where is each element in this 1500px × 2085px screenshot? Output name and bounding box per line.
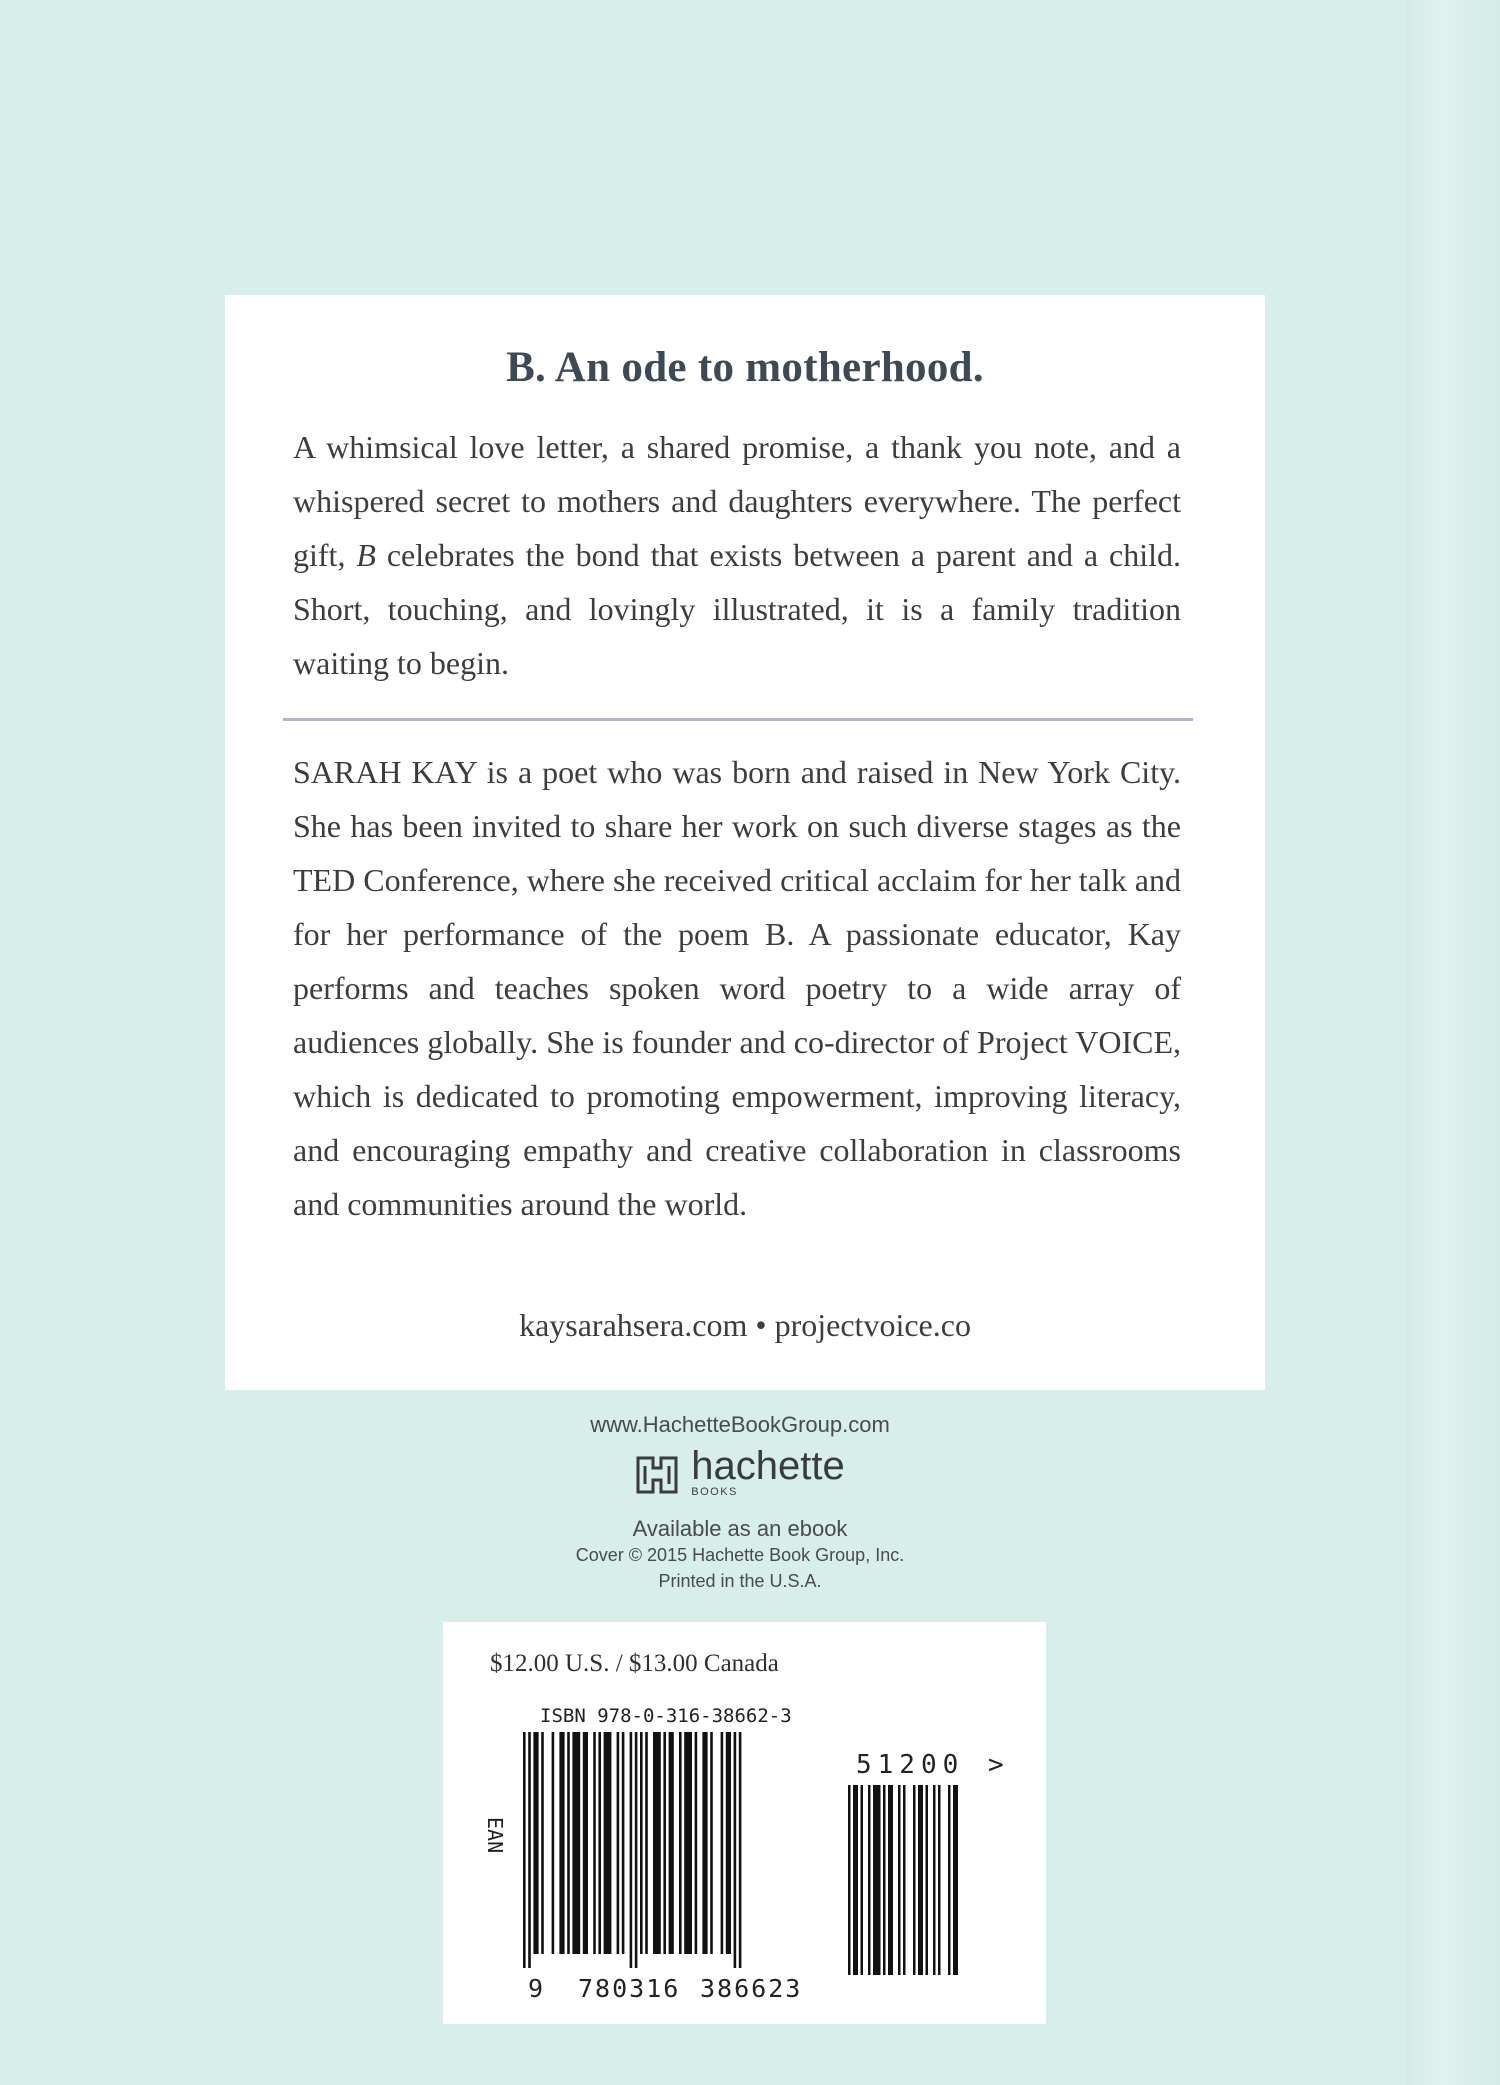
barcode-bar: [604, 1732, 612, 1954]
barcode-bar: [848, 1785, 851, 1975]
barcode-panel: [443, 1622, 1046, 2024]
barcode-bar: [695, 1732, 698, 1954]
barcode-bar: [926, 1785, 929, 1975]
logo-wordmark: hachette: [691, 1444, 845, 1488]
author-bio: SARAH KAY is a poet who was born and raised in New York City. She has been invited to share her work on such diverse stages as the TED Conference, where she received critical acclaim for her talk and for her performance of the poem B. A passionate educator, Kay performs and teaches spoken word poetry to a wide array of audiences globally. She is founder and co-director of Project VOICE, which is dedicated to promoting empowerment, improving literacy, and encouraging empathy and creative collaboration in classrooms and communities around the world.: [293, 754, 1181, 1222]
publisher-block: [480, 1412, 1000, 1594]
barcode-bar: [635, 1732, 638, 1968]
barcode-bar: [653, 1732, 661, 1954]
barcode-bar: [853, 1785, 858, 1975]
price-addon-barcode: [848, 1785, 968, 1980]
price-label: $12.00 U.S. / $13.00 Canada: [490, 1650, 779, 1677]
barcode-bar: [868, 1785, 871, 1975]
barcode-bar: [721, 1732, 724, 1954]
barcode-bar: [938, 1785, 941, 1975]
logo-subtitle: BOOKS: [691, 1486, 738, 1498]
barcode-bar: [552, 1732, 555, 1954]
barcode-bar: [567, 1732, 570, 1954]
barcode-bar: [898, 1785, 901, 1975]
barcode-bar: [583, 1732, 588, 1954]
barcode-bar: [702, 1732, 707, 1954]
barcode-bar: [559, 1732, 564, 1954]
copyright-line: Cover © 2015 Hachette Book Group, Inc.: [575, 1545, 905, 1565]
barcode-bar: [888, 1785, 893, 1975]
barcode-bar: [523, 1732, 526, 1968]
barcode-bar: [734, 1732, 737, 1968]
ebook-note: Available as an ebook: [632, 1516, 848, 1541]
publisher-url: www.HachetteBookGroup.com: [590, 1412, 890, 1437]
barcode-bar: [593, 1732, 596, 1954]
barcode-bar: [679, 1732, 682, 1954]
addon-digits: 51200: [856, 1750, 965, 1780]
barcode-bar: [883, 1785, 886, 1975]
blurb-book-title: B: [356, 537, 376, 573]
blurb-text-end: celebrates the bond that exists between a parent and a child. Short, touching, and lovingly illustrated, it is a family tradition waiting to begin.: [293, 537, 1182, 681]
barcode-left-digits: 780316: [578, 1974, 681, 2003]
printed-line: Printed in the U.S.A.: [658, 1571, 822, 1591]
ean-label: EAN: [483, 1817, 507, 1854]
barcode-bar: [918, 1785, 923, 1975]
author-websites: kaysarahsera.com • projectvoice.co: [519, 1307, 971, 1343]
barcode-bar: [953, 1785, 958, 1975]
barcode-bar: [726, 1732, 731, 1954]
barcode-bar: [663, 1732, 666, 1954]
isbn-label: ISBN 978-0-316-38662-3: [540, 1705, 792, 1727]
barcode-bar: [710, 1732, 713, 1954]
barcode-right-digits: 386623: [700, 1974, 803, 2003]
barcode-bar: [861, 1785, 864, 1975]
description-panel: [225, 295, 1265, 1390]
barcode-bar: [572, 1732, 580, 1954]
barcode-bar: [873, 1785, 881, 1975]
barcode-bar: [913, 1785, 916, 1975]
barcode-bar: [630, 1732, 633, 1968]
barcode-bar: [640, 1732, 643, 1954]
barcode-bar: [598, 1732, 601, 1954]
barcode-lead-digit: 9: [528, 1974, 546, 2003]
section-divider: [283, 718, 1193, 721]
blurb-text-start: A whimsical love letter, a shared promise, a thank you note, and a whispered secret to mothers and daughters everywhere. The perfect gift,: [293, 429, 1181, 573]
isbn-barcode: [523, 1732, 795, 1972]
barcode-bar: [622, 1732, 625, 1954]
barcode-bar: [645, 1732, 648, 1954]
barcode-bar: [528, 1732, 531, 1968]
cover-spine-edge: [1405, 0, 1500, 2085]
barcode-bar: [541, 1732, 544, 1954]
barcode-bar: [617, 1732, 620, 1954]
hachette-logo-icon: [635, 1452, 679, 1496]
barcode-bar: [669, 1732, 674, 1954]
barcode-bar: [684, 1732, 692, 1954]
barcode-bar: [948, 1785, 951, 1975]
barcode-bar: [533, 1732, 538, 1954]
barcode-bar: [933, 1785, 936, 1975]
addon-arrow: >: [988, 1750, 1004, 1780]
blurb-paragraph: [293, 420, 1181, 690]
barcode-bar: [903, 1785, 906, 1975]
publisher-logo: [480, 1444, 1000, 1508]
headline: B. An ode to motherhood.: [506, 344, 984, 391]
barcode-bar: [739, 1732, 742, 1968]
